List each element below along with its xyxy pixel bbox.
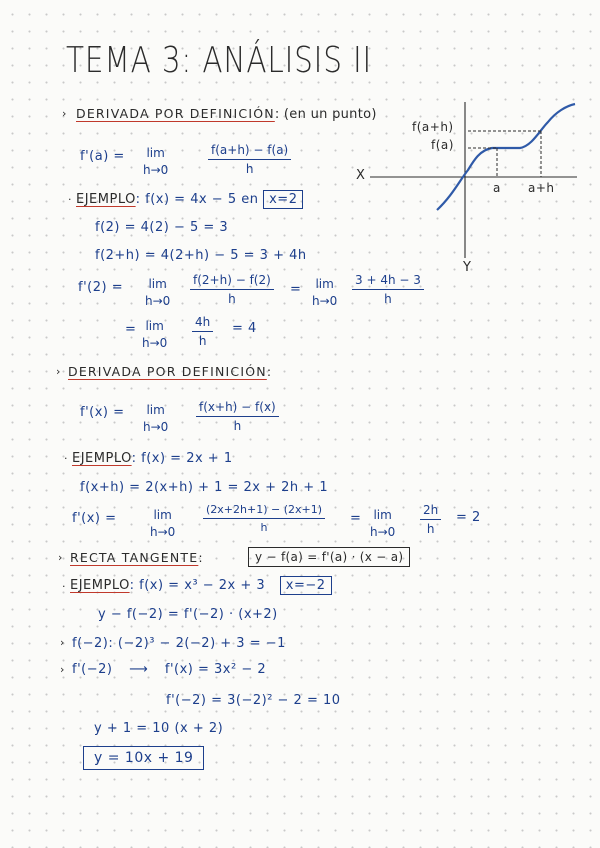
section2-step2-lim [150,508,175,539]
lim-text: lim [373,508,392,522]
bullet-icon: › [60,636,65,649]
lim-sub: h→0 [142,336,168,350]
section3-heading [70,550,204,565]
section1-formula-lhs: f'(a) = [80,149,125,164]
graph-label-ah: a+h [528,181,555,195]
lim-sub: h→0 [145,294,171,308]
section2-heading-text: DERIVADA POR DEFINICIÓN [68,364,267,379]
fraction-denominator: h [260,521,268,534]
bullet-icon: · [62,580,66,593]
section3-colon: : [198,550,204,565]
fraction-denominator: h [198,334,207,348]
fraction-numerator: f(x+h) − f(x) [196,400,279,417]
section3-eq1: y − f(−2) = f'(−2) · (x+2) [98,607,278,622]
section1-note: : (en un punto) [274,107,377,122]
graph-label-fah: f(a+h) [412,120,454,134]
lim-sub: h→0 [143,163,169,177]
tangent-formula-box: y − f(a) = f'(a) · (x − a) [248,547,410,567]
bullet-icon: › [56,365,61,378]
example-label: EJEMPLO [72,451,132,466]
fraction-numerator: 3 + 4h − 3 [352,273,424,290]
example-label: EJEMPLO [70,578,130,593]
eq3-left: f'(−2) [72,662,113,677]
fraction-denominator: h [228,292,236,306]
section2-step2-lhs: f'(x) = [72,511,117,526]
arrow-icon: ⟶ [129,662,149,677]
section2-colon: : [266,364,273,379]
section2-step1: f(x+h) = 2(x+h) + 1 = 2x + 2h + 1 [80,480,329,495]
example-label: EJEMPLO [76,192,136,207]
example-fn: : f(x) = 4x − 5 en [135,192,259,207]
fraction-numerator: f(a+h) − f(a) [208,143,291,160]
section3-eq4: f'(−2) = 3(−2)² − 2 = 10 [166,693,341,708]
bullet-icon: › [60,663,65,676]
fraction-denominator: h [384,292,392,306]
section1-heading-text: DERIVADA POR DEFINICIÓN [76,106,275,121]
section2-step2-result: = 2 [456,510,481,525]
eq3-right: f'(x) = 3x² − 2 [164,662,267,677]
fraction-denominator: h [233,419,242,433]
graph-label-a: a [493,181,501,195]
section2-step2-eq: = [350,511,362,526]
section3-eq5: y + 1 = 10 (x + 2) [94,721,224,736]
section1-step2: f(2+h) = 4(2+h) − 5 = 3 + 4h [95,248,307,263]
section2-fraction [196,400,279,433]
fraction-denominator: h [426,522,435,536]
lim-text: lim [146,146,165,160]
lim-sub: h→0 [150,525,176,539]
section1-step4-eq: = [125,322,137,337]
example-fn: : f(x) = 2x + 1 [131,451,233,466]
example-fn: : f(x) = x³ − 2x + 3 [129,578,266,593]
lim-sub: h→0 [143,420,169,434]
lim-text: lim [145,319,164,333]
fraction-numerator: (2x+2h+1) − (2x+1) [203,503,325,519]
section1-step3-lhs: f'(2) = [78,280,124,295]
section1-step4-result: = 4 [232,321,257,336]
bullet-icon: › [58,551,63,564]
fraction-numerator: f(2+h) − f(2) [190,273,274,290]
lim-text: lim [148,277,167,291]
section2-step2-fraction2 [420,503,441,536]
bullet-icon: · [68,193,72,206]
section2-formula-lhs: f'(x) = [80,405,125,420]
section2-heading [68,364,272,379]
lim-sub: h→0 [312,294,338,308]
bullet-icon: · [64,452,68,465]
section2-example [72,451,233,466]
example-point-box: x=2 [263,190,303,209]
fraction-numerator: 2h [420,503,441,520]
fraction-numerator: 4h [192,315,213,332]
graph-label-y: Y [463,260,472,275]
fraction-denominator: h [245,162,254,176]
lim-text: lim [315,277,334,291]
section2-lim [143,403,168,434]
graph-label-x: X [356,168,366,183]
section3-eq3 [72,662,266,677]
final-result-box: y = 10x + 19 [83,746,204,770]
section2-step2-lim2 [370,508,395,539]
lim-text: lim [153,508,172,522]
lim-sub: h→0 [370,525,396,539]
graph-label-fa: f(a) [431,138,454,152]
section3-example [70,578,332,593]
section1-step1: f(2) = 4(2) − 5 = 3 [95,220,229,235]
section3-eq2: f(−2): (−2)³ − 2(−2) + 3 = −1 [72,636,286,651]
bullet-icon: › [62,107,67,120]
page-title: TEMA 3: ANÁLISIS II [66,40,373,81]
section1-step3-eq: = [290,282,302,297]
example-point-box: x=−2 [280,576,332,595]
section2-step2-fraction [203,503,325,534]
section3-heading-text: RECTA TANGENTE [70,550,199,565]
lim-text: lim [146,403,165,417]
